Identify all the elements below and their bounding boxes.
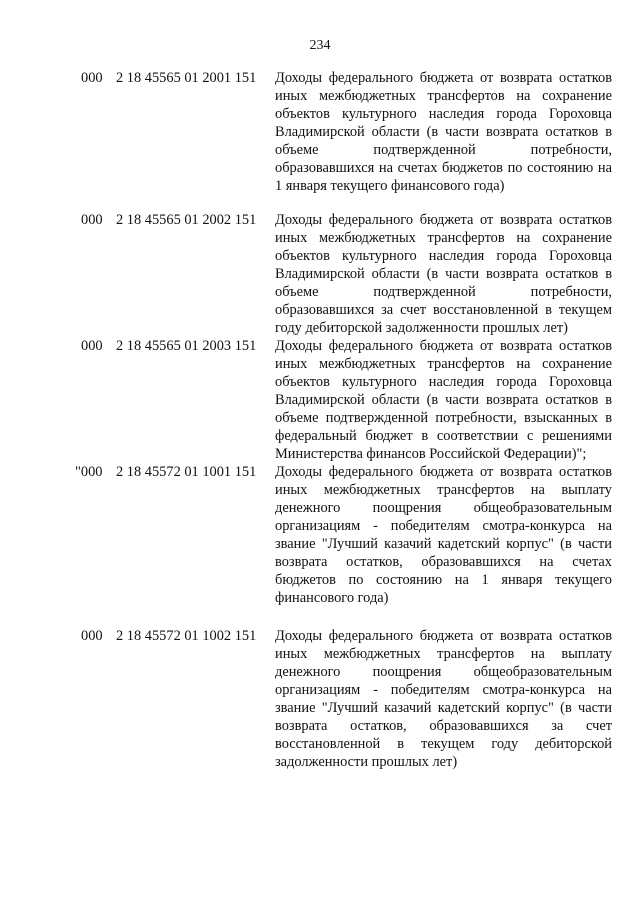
income-code-entry [0,463,640,607]
income-description: Доходы федерального бюджета от возврата остатков иных межбюджетных трансфертов на сохранение объектов культурного наследия города Гороховца Владимирской области (в части возврата остатков в объеме подтвержденной потребности, взысканных в федеральный бюджет в соответствии с решениями Министерства финансов Российской Федерации)"; [275,338,612,462]
income-description: Доходы федерального бюджета от возврата остатков иных межбюджетных трансфертов на сохранение объектов культурного наследия города Гороховца Владимирской области (в части возврата остатков в объеме подтвержденной потребности, образовавшихся за счет восстановленной в текущем году дебиторской задолженности прошлых лет) [275,212,612,336]
income-classification-code: 2 18 45565 01 2002 151 [116,212,257,228]
entry-spacer [0,607,640,627]
income-code-entry [0,337,640,463]
income-description: Доходы федерального бюджета от возврата остатков иных межбюджетных трансфертов на выплату денежного поощрения общеобразовательным организациям - победителям смотра-конкурса на звание "Лучший казачий кадетский корпус" (в части возврата остатков, образовавшихся на счетах бюджетов по состоянию на 1 января текущего финансового года) [275,464,612,606]
entry-spacer [0,195,640,211]
administrator-code: 000 [81,70,103,86]
income-code-entry [0,211,640,337]
income-classification-code: 2 18 45572 01 1001 151 [116,464,257,480]
income-code-entry [0,69,640,195]
administrator-code: 000 [81,212,103,228]
income-code-list [0,69,640,771]
income-code-entry [0,627,640,771]
income-description: Доходы федерального бюджета от возврата остатков иных межбюджетных трансфертов на сохранение объектов культурного наследия города Гороховца Владимирской области (в части возврата остатков в объеме подтвержденной потребности, образовавшихся на счетах бюджетов по состоянию на 1 января текущего финансового года) [275,70,612,194]
income-classification-code: 2 18 45565 01 2001 151 [116,70,257,86]
administrator-code: 000 [81,338,103,354]
administrator-code: "000 [75,464,103,480]
income-description: Доходы федерального бюджета от возврата остатков иных межбюджетных трансфертов на выплату денежного поощрения общеобразовательным организациям - победителям смотра-конкурса на звание "Лучший казачий кадетский корпус" (в части возврата остатков, образовавшихся за счет восстановленной в текущем году дебиторской задолженности прошлых лет) [275,628,612,770]
income-classification-code: 2 18 45572 01 1002 151 [116,628,257,644]
page-number: 234 [309,38,331,53]
administrator-code: 000 [81,628,103,644]
income-classification-code: 2 18 45565 01 2003 151 [116,338,257,354]
